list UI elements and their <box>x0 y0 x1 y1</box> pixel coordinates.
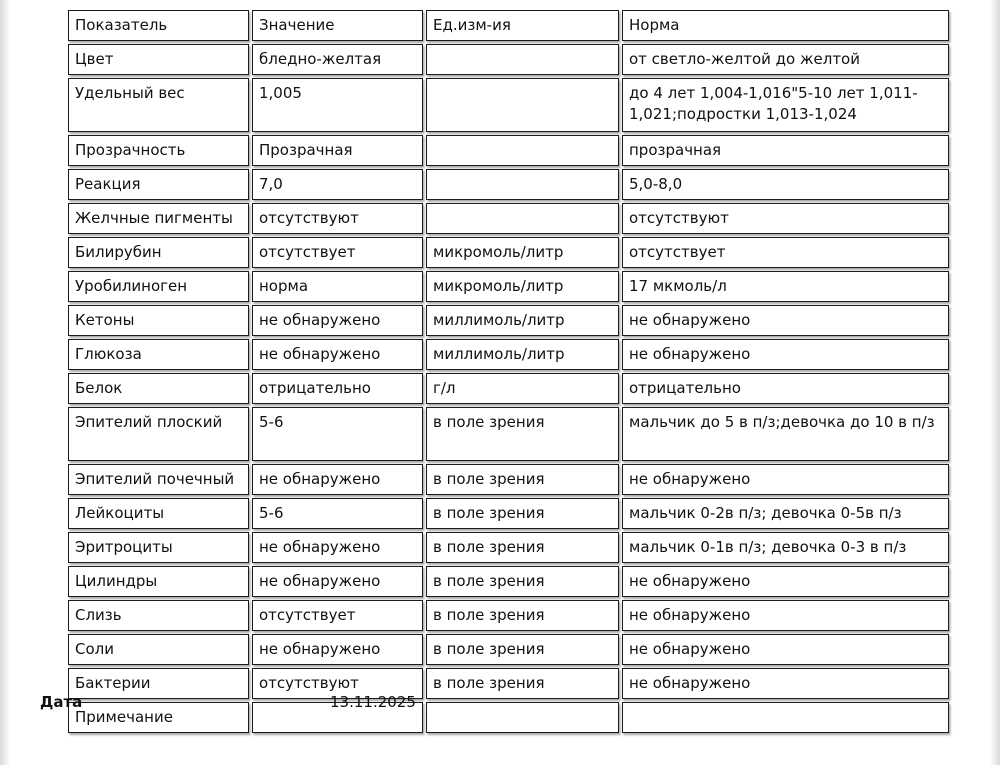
cell-indicator: Бактерии <box>68 668 249 699</box>
cell-indicator: Эпителий почечный <box>68 464 249 495</box>
cell-unit <box>426 78 619 132</box>
table-row <box>68 600 949 631</box>
cell-unit <box>426 135 619 166</box>
table-row <box>68 532 949 563</box>
header-value: Значение <box>252 10 423 41</box>
cell-unit: в поле зрения <box>426 600 619 631</box>
cell-norm: отсутствуют <box>622 203 949 234</box>
cell-value: не обнаружено <box>252 566 423 597</box>
cell-unit: г/л <box>426 373 619 404</box>
date-label: Дата <box>40 693 83 711</box>
table-row <box>68 634 949 665</box>
cell-indicator: Цилиндры <box>68 566 249 597</box>
cell-indicator: Уробилиноген <box>68 271 249 302</box>
cell-value: отрицательно <box>252 373 423 404</box>
cell-indicator: Эпителий плоский <box>68 407 249 461</box>
cell-norm: мальчик до 5 в п/з;девочка до 10 в п/з <box>622 407 949 461</box>
cell-norm: 5,0-8,0 <box>622 169 949 200</box>
cell-indicator: Кетоны <box>68 305 249 336</box>
cell-value: не обнаружено <box>252 464 423 495</box>
cell-value: отсутствует <box>252 237 423 268</box>
cell-indicator: Цвет <box>68 44 249 75</box>
table-row <box>68 373 949 404</box>
cell-value: 1,005 <box>252 78 423 132</box>
table-row <box>68 566 949 597</box>
cell-value: не обнаружено <box>252 305 423 336</box>
cell-indicator: Прозрачность <box>68 135 249 166</box>
table-row <box>68 169 949 200</box>
cell-indicator: Реакция <box>68 169 249 200</box>
cell-norm: мальчик 0-2в п/з; девочка 0-5в п/з <box>622 498 949 529</box>
cell-indicator: Слизь <box>68 600 249 631</box>
cell-unit <box>426 169 619 200</box>
table-row <box>68 135 949 166</box>
cell-value: 5-6 <box>252 407 423 461</box>
cell-indicator: Желчные пигменты <box>68 203 249 234</box>
table-row <box>68 498 949 529</box>
cell-value: не обнаружено <box>252 634 423 665</box>
header-unit: Ед.изм-ия <box>426 10 619 41</box>
cell-indicator: Билирубин <box>68 237 249 268</box>
cell-norm: не обнаружено <box>622 464 949 495</box>
table-header-row <box>68 10 949 41</box>
cell-unit <box>426 44 619 75</box>
cell-value: 5-6 <box>252 498 423 529</box>
cell-unit: в поле зрения <box>426 498 619 529</box>
table-row <box>68 271 949 302</box>
cell-norm: от светло-желтой до желтой <box>622 44 949 75</box>
cell-unit: миллимоль/литр <box>426 339 619 370</box>
cell-value: не обнаружено <box>252 339 423 370</box>
cell-unit: в поле зрения <box>426 464 619 495</box>
lab-results-table <box>65 7 952 736</box>
cell-indicator: Удельный вес <box>68 78 249 132</box>
cell-norm: не обнаружено <box>622 339 949 370</box>
cell-norm: не обнаружено <box>622 566 949 597</box>
cell-unit: в поле зрения <box>426 566 619 597</box>
cell-unit: в поле зрения <box>426 532 619 563</box>
cell-indicator: Примечание <box>68 702 249 733</box>
table-row <box>68 407 949 461</box>
cell-norm: прозрачная <box>622 135 949 166</box>
cell-norm: не обнаружено <box>622 600 949 631</box>
table-row <box>68 237 949 268</box>
cell-norm: отрицательно <box>622 373 949 404</box>
cell-value: Прозрачная <box>252 135 423 166</box>
table-row <box>68 305 949 336</box>
table-row <box>68 44 949 75</box>
cell-value: норма <box>252 271 423 302</box>
cell-indicator: Соли <box>68 634 249 665</box>
cell-value: отсутствует <box>252 600 423 631</box>
cell-unit: в поле зрения <box>426 407 619 461</box>
date-row <box>40 693 960 711</box>
cell-norm: не обнаружено <box>622 668 949 699</box>
cell-indicator: Лейкоциты <box>68 498 249 529</box>
cell-norm: не обнаружено <box>622 634 949 665</box>
cell-unit: микромоль/литр <box>426 237 619 268</box>
cell-unit: микромоль/литр <box>426 271 619 302</box>
cell-norm: не обнаружено <box>622 305 949 336</box>
cell-value: отсутствуют <box>252 668 423 699</box>
cell-unit: миллимоль/литр <box>426 305 619 336</box>
cell-indicator: Глюкоза <box>68 339 249 370</box>
cell-norm: отсутствует <box>622 237 949 268</box>
table-row <box>68 203 949 234</box>
cell-indicator: Белок <box>68 373 249 404</box>
cell-indicator: Эритроциты <box>68 532 249 563</box>
table-row <box>68 339 949 370</box>
cell-value: отсутствуют <box>252 203 423 234</box>
cell-norm: 17 мкмоль/л <box>622 271 949 302</box>
cell-unit: в поле зрения <box>426 668 619 699</box>
cell-norm: мальчик 0-1в п/з; девочка 0-3 в п/з <box>622 532 949 563</box>
table-row <box>68 78 949 132</box>
table-row <box>68 464 949 495</box>
header-indicator: Показатель <box>68 10 249 41</box>
cell-unit: в поле зрения <box>426 634 619 665</box>
cell-value: не обнаружено <box>252 532 423 563</box>
cell-unit <box>426 203 619 234</box>
cell-value: бледно-желтая <box>252 44 423 75</box>
cell-value: 7,0 <box>252 169 423 200</box>
date-value: 13.11.2025 <box>330 693 416 711</box>
header-norm: Норма <box>622 10 949 41</box>
cell-norm: до 4 лет 1,004-1,016"5-10 лет 1,011-1,021;подростки 1,013-1,024 <box>622 78 949 132</box>
